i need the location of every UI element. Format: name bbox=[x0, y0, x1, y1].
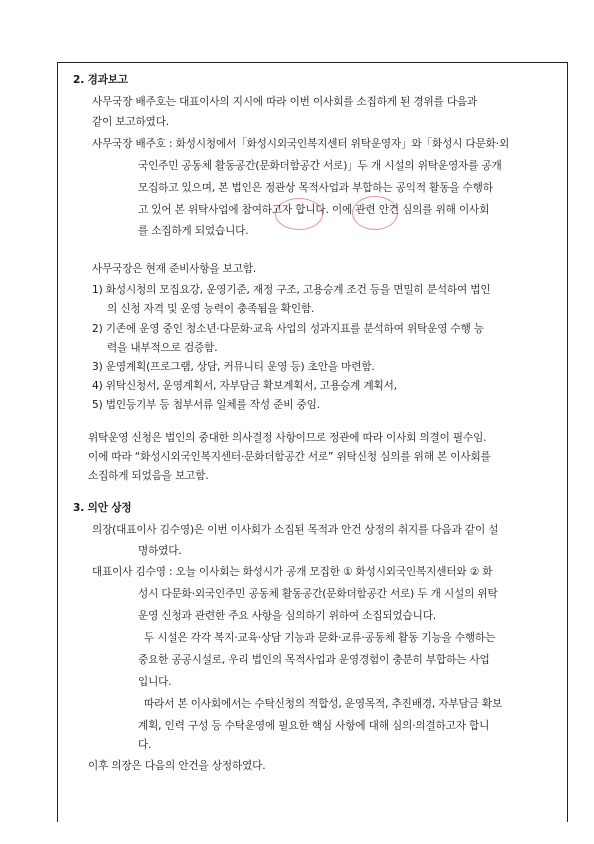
section-2-intro-line: 사무국장 배주호는 대표이사의 지시에 따라 이번 이사회를 소집하게 된 경위를 다음과 bbox=[92, 96, 478, 108]
section-2-intro-line: 같이 보고하였다. bbox=[92, 116, 170, 128]
speaker-line: 모집하고 있으며, 본 법인은 정관상 목적사업과 부합하는 공익적 활동을 수행하 bbox=[138, 182, 493, 194]
final-line: 이후 의장은 다음의 안건을 상정하였다. bbox=[88, 760, 266, 772]
report-item: 2) 기존에 운영 중인 청소년·다문화·교육 사업의 성과지표를 분석하여 위탁운영 수행 능 bbox=[92, 323, 485, 335]
speaker-line: 계획, 인력 구성 등 수탁운영에 필요한 핵심 사항에 대해 심의·의결하고자 합니 bbox=[138, 720, 490, 732]
report-item: 1) 화성시청의 모집요강, 운영기준, 재정 구조, 고용승계 조건 등을 면밀히 분석하여 법인 bbox=[92, 284, 491, 296]
report-item: 력을 내부적으로 검증함. bbox=[107, 342, 218, 354]
section-2-heading: 2. 경과보고 bbox=[73, 74, 128, 86]
speaker-line: 사무국장 배주호 : 화성시청에서「화성시외국인복지센터 위탁운영자」와「화성시 다문화·외 bbox=[92, 138, 510, 150]
closing-line: 이에 따라 “화성시외국인복지센터·문화더함공간 서로” 위탁신청 심의를 위해 본 이사회를 bbox=[88, 451, 491, 463]
speaker-line: 입니다. bbox=[138, 676, 172, 688]
report-item: 3) 운영계획(프로그램, 상담, 커뮤니티 운영 등) 초안을 마련함. bbox=[92, 361, 375, 373]
report-item: 의 신청 자격 및 운영 능력이 충족됨을 확인함. bbox=[107, 303, 315, 315]
report-item: 4) 위탁신청서, 운영계획서, 자부담금 확보계획서, 고용승계 계획서, bbox=[92, 380, 397, 392]
speaker-line: 운영 신청과 관련한 주요 사항을 심의하기 위하여 소집되었습니다. bbox=[138, 610, 436, 622]
speaker-line: 국인주민 공동체 활동공간(문화더함공간 서로)」두 개 시설의 위탁운영자를 공개 bbox=[138, 160, 502, 172]
closing-line: 위탁운영 신청은 법인의 중대한 의사결정 사항이므로 정관에 따라 이사회 의결이 필수임. bbox=[88, 432, 487, 444]
speaker-line: 성시 다문화·외국인주민 공동체 활동공간(문화더함공간 서로) 두 개 시설의 위탁 bbox=[138, 588, 498, 600]
closing-line: 소집하게 되었음을 보고함. bbox=[88, 470, 209, 482]
speaker-line: 다. bbox=[138, 739, 152, 751]
speaker-line: 대표이사 김수영 : 오늘 이사회는 화성시가 공개 모집한 ① 화성시외국인복지센터와 ② 화 bbox=[92, 566, 493, 578]
section-3-intro-line: 의장(대표이사 김수영)은 이번 이사회가 소집된 목적과 안건 상정의 취지를 다음과 같이 설 bbox=[92, 524, 499, 536]
speaker-line: 를 소집하게 되었습니다. bbox=[138, 225, 249, 237]
speaker-line: 두 시설은 각각 복지·교육·상담 기능과 문화·교류·공동체 활동 기능을 수행하는 bbox=[144, 632, 496, 644]
speaker-line: 중요한 공공시설로, 우리 법인의 목적사업과 운영경험이 충분히 부합하는 사업 bbox=[138, 654, 490, 666]
section-3-heading: 3. 의안 상정 bbox=[73, 502, 132, 514]
speaker-line: 따라서 본 이사회에서는 수탁신청의 적합성, 운영목적, 추진배경, 자부담금 확보 bbox=[144, 698, 503, 710]
report-intro: 사무국장은 현재 준비사항을 보고함. bbox=[92, 263, 257, 275]
speaker-line: 고 있어 본 위탁사업에 참여하고자 합니다. 이에 관련 안건 심의를 위해 이사회 bbox=[138, 204, 490, 216]
report-item: 5) 법인등기부 등 첨부서류 일체를 작성 준비 중임. bbox=[92, 399, 320, 411]
section-3-intro-line: 명하였다. bbox=[138, 545, 182, 557]
